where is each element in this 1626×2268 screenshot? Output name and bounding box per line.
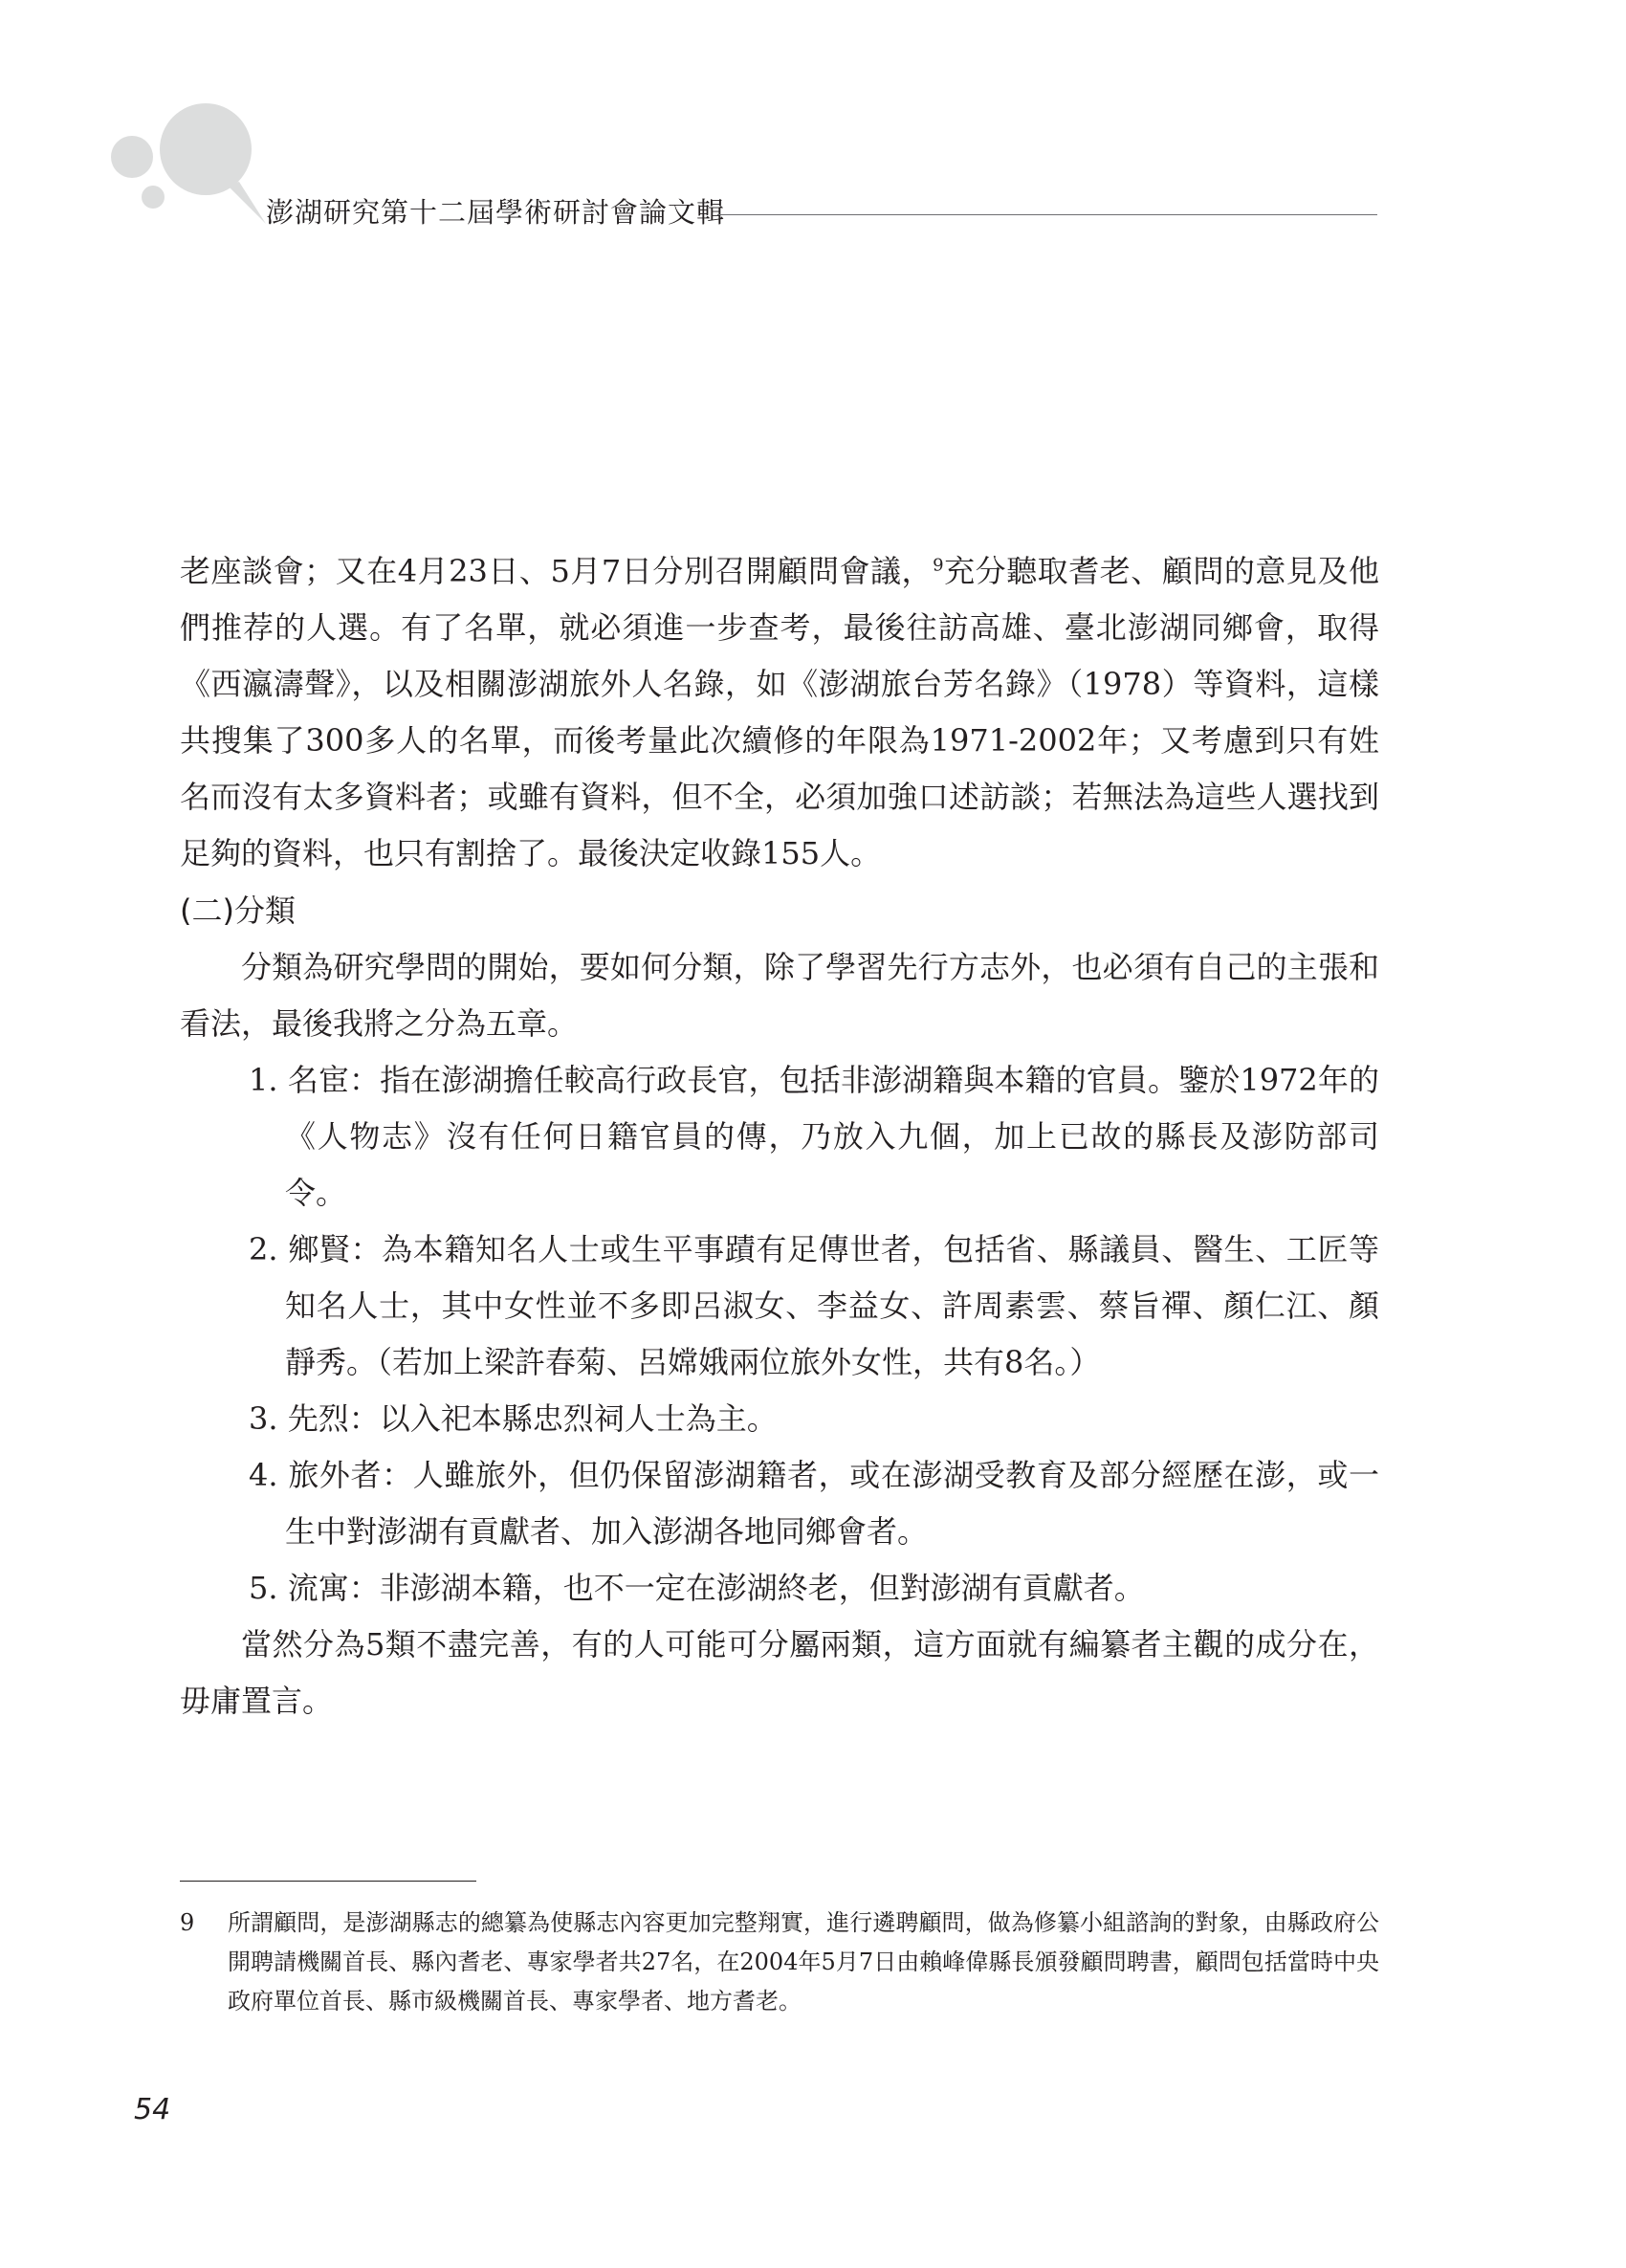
- running-header-title: 澎湖研究第十二屆學術研討會論文輯: [266, 196, 726, 229]
- logo-dot-small: [142, 186, 165, 209]
- footnote-text: 所謂顧問，是澎湖縣志的總纂為使縣志內容更加完整翔實，進行遴聘顧問，做為修纂小組諮詢的對象，由縣政府公開聘請機關首長、縣內耆老、專家學者共27名，在2004年5月7日由賴峰偉縣長頒發顧問聘書，顧問包括當時中央政府單位首長、縣市級機關首長、專家學者、地方耆老。: [228, 1909, 1379, 2015]
- logo-bubble-large: [160, 103, 252, 195]
- list-item-number: 2.: [249, 1231, 278, 1267]
- list-item-number: 5.: [249, 1570, 278, 1606]
- list-item-number: 3.: [249, 1400, 278, 1437]
- list-item-text: 旅外者：人雖旅外，但仍保留澎湖籍者，或在澎湖受教育及部分經歷在澎，或一生中對澎湖有貢獻者、加入澎湖各地同鄉會者。: [285, 1457, 1379, 1550]
- footnote-ref-9[interactable]: 9: [933, 555, 944, 576]
- list-item-text: 名宦：指在澎湖擔任較高行政長官，包括非澎湖籍與本籍的官員。鑒於1972年的《人物志》沒有任何日籍官員的傳，乃放入九個，加上已故的縣長及澎防部司令。: [285, 1062, 1379, 1211]
- list-item-number: 4.: [249, 1457, 278, 1493]
- list-item: [180, 1447, 1379, 1560]
- paragraph-2: 分類為研究學問的開始，要如何分類，除了學習先行方志外，也必須有自己的主張和看法，最後我將之分為五章。: [180, 949, 1379, 1042]
- logo-bubble-tail: [228, 182, 266, 224]
- footnote-9: [180, 1904, 1379, 2021]
- paragraph-1-text-b: 充分聽取耆老、顧問的意見及他們推荐的人選。有了名單，就必須進一步查考，最後往訪高雄、臺北澎湖同鄉會，取得《西瀛濤聲》，以及相關澎湖旅外人名錄，如《澎湖旅台芳名錄》（1978）等資料，這樣共搜集了300多人的名單，而後考量此次續修的年限為1971-2002年；又考慮到只有姓名而沒有太多資料者；或雖有資料，但不全，必須加強口述訪談；若無法為這些人選找到足夠的資料，也只有割捨了。最後決定收錄155人。: [180, 553, 1379, 871]
- list-item: [180, 1391, 1379, 1447]
- list-item: [180, 1560, 1379, 1617]
- list-item-text: 先烈：以入祀本縣忠烈祠人士為主。: [287, 1400, 778, 1437]
- footnote-number: 9: [180, 1909, 195, 1936]
- main-body: [180, 543, 1379, 1729]
- logo-dot-medium: [111, 136, 153, 178]
- paragraph-3: 當然分為5類不盡完善，有的人可能可分屬兩類，這方面就有編纂者主觀的成分在，毋庸置言。: [180, 1626, 1379, 1719]
- list-item: [180, 1222, 1379, 1391]
- list-item-text: 鄉賢：為本籍知名人士或生平事蹟有足傳世者，包括省、縣議員、醫生、工匠等知名人士，其中女性並不多即呂淑女、李益女、許周素雲、蔡旨禪、顏仁江、顏靜秀。（若加上梁許春菊、呂嫦娥兩位旅外女性，共有8名。）: [285, 1231, 1379, 1380]
- paragraph-1-text-a: 老座談會；又在4月23日、5月7日分別召開顧問會議，: [180, 553, 934, 589]
- footnote-rule: [180, 1881, 476, 1882]
- header-rule: [717, 214, 1377, 215]
- list-item: [180, 1052, 1379, 1222]
- section-heading: (二)分類: [180, 892, 296, 929]
- paragraph-1: [180, 543, 1379, 882]
- page-number: 54: [134, 2093, 171, 2126]
- list-item-number: 1.: [249, 1062, 278, 1098]
- speech-bubble-logo-icon: [105, 94, 273, 228]
- list-item-text: 流寓：非澎湖本籍，也不一定在澎湖終老，但對澎湖有貢獻者。: [287, 1570, 1145, 1606]
